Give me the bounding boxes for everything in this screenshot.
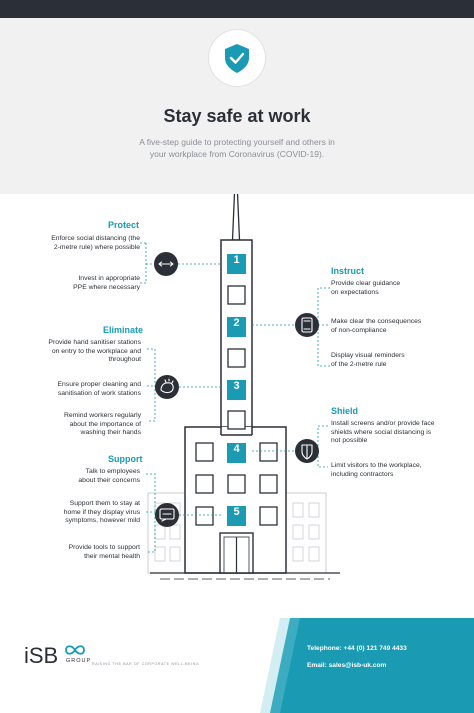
telephone: Telephone: +44 (0) 121 749 4433 xyxy=(307,645,407,652)
step-number: 1 xyxy=(233,254,240,266)
logo: iSB xyxy=(24,643,59,668)
section-title-eliminate: Eliminate xyxy=(103,325,144,335)
top-bar xyxy=(0,0,474,18)
section-title-instruct: Instruct xyxy=(331,266,365,276)
shield-check-icon xyxy=(209,30,265,86)
text-item: Ensure proper cleaning and sanitisation of work stations xyxy=(57,381,141,397)
footer xyxy=(0,618,474,713)
text-item: Provide tools to support their mental health xyxy=(68,544,140,560)
text-item: Make clear the consequences of non-compliance xyxy=(331,318,422,334)
text-item: Invest in appropriate PPE where necessary xyxy=(73,275,140,291)
text-item: Remind workers regularly about the importance of washing their hands xyxy=(63,412,141,437)
step-number: 5 xyxy=(233,506,240,518)
subtitle-line: your workplace from Coronavirus (COVID-19). xyxy=(149,149,325,159)
page-title: Stay safe at work xyxy=(163,106,311,126)
email: Email: sales@isb-uk.com xyxy=(307,662,387,669)
text-item: Provide hand sanitiser stations on entry to the workplace and throughout xyxy=(48,339,141,364)
section-title-protect: Protect xyxy=(108,220,140,230)
subtitle-line: A five-step guide to protecting yourself and others in xyxy=(139,137,335,147)
text-item: Install screens and/or provide face shields where social distancing is not possible xyxy=(331,420,435,445)
text-item: Limit visitors to the workplace, including contractors xyxy=(331,462,422,478)
header xyxy=(0,18,474,194)
text-item: Display visual reminders of the 2-metre rule xyxy=(331,352,405,368)
infinity-logo-icon xyxy=(64,644,86,656)
footer-shape xyxy=(0,618,474,713)
page-subtitle xyxy=(117,136,357,160)
text-item: Provide clear guidance on expectations xyxy=(331,280,401,296)
section-title-support: Support xyxy=(108,454,143,464)
badge xyxy=(209,30,265,86)
section-title-shield: Shield xyxy=(331,406,359,416)
step-number: 2 xyxy=(233,317,240,329)
infographic xyxy=(0,194,474,618)
text-item: Enforce social distancing (the 2-metre rule) where possible xyxy=(51,235,140,251)
step-number: 3 xyxy=(233,380,240,392)
step-number: 4 xyxy=(233,443,240,455)
logo-group: GROUP xyxy=(66,658,92,664)
tagline: RAISING THE BAR OF CORPORATE WELL-BEING xyxy=(92,662,200,666)
text-item: Support them to stay at home if they display virus symptoms, however mild xyxy=(63,500,140,525)
text-item: Talk to employees about their concerns xyxy=(78,468,140,484)
